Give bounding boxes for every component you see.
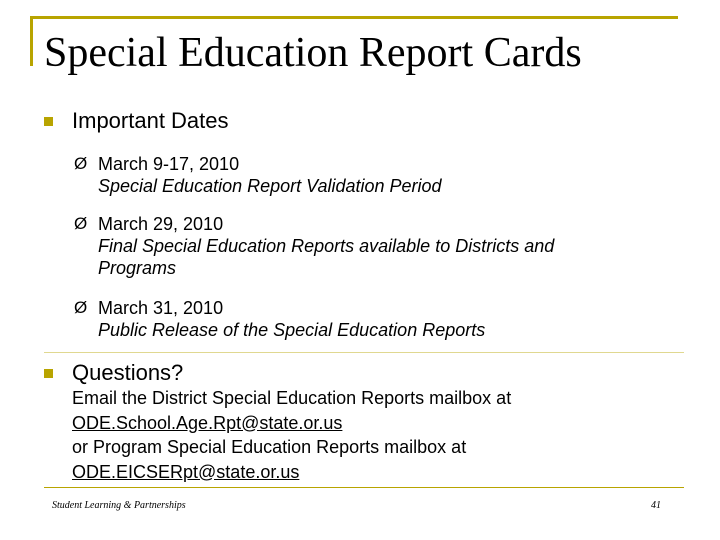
section-divider <box>44 352 684 353</box>
date-item-description: Special Education Report Validation Period <box>98 176 442 196</box>
arrow-bullet-icon: Ø <box>74 154 88 173</box>
footer-divider <box>44 487 684 488</box>
district-mailbox-link[interactable]: ODE.School.Age.Rpt@state.or.us <box>72 412 343 433</box>
section-heading-questions: Questions? <box>72 360 184 385</box>
square-bullet-icon <box>44 117 53 126</box>
questions-line-2: or Program Special Education Reports mailbox at <box>72 437 467 457</box>
slide-title: Special Education Report Cards <box>44 30 582 76</box>
date-item-3 <box>98 297 658 341</box>
date-item-date: March 9-17, 2010 <box>98 154 240 174</box>
date-item-2 <box>98 213 618 279</box>
date-item-description: Final Special Education Reports available to Districts and Programs <box>98 236 555 278</box>
frame-left-border <box>30 16 33 66</box>
arrow-bullet-icon: Ø <box>74 298 88 317</box>
page-number: 41 <box>651 500 661 511</box>
date-item-date: March 29, 2010 <box>98 214 224 234</box>
date-item-1 <box>98 153 658 197</box>
footer-organization: Student Learning & Partnerships <box>52 500 186 511</box>
section-heading-important-dates: Important Dates <box>72 108 229 133</box>
program-mailbox-link[interactable]: ODE.EICSERpt@state.or.us <box>72 461 300 482</box>
questions-body <box>72 386 511 484</box>
questions-line-1: Email the District Special Education Reports mailbox at <box>72 388 512 408</box>
frame-top-border <box>30 16 678 19</box>
square-bullet-icon <box>44 369 53 378</box>
date-item-date: March 31, 2010 <box>98 298 224 318</box>
date-item-description: Public Release of the Special Education Reports <box>98 320 486 340</box>
arrow-bullet-icon: Ø <box>74 214 88 233</box>
